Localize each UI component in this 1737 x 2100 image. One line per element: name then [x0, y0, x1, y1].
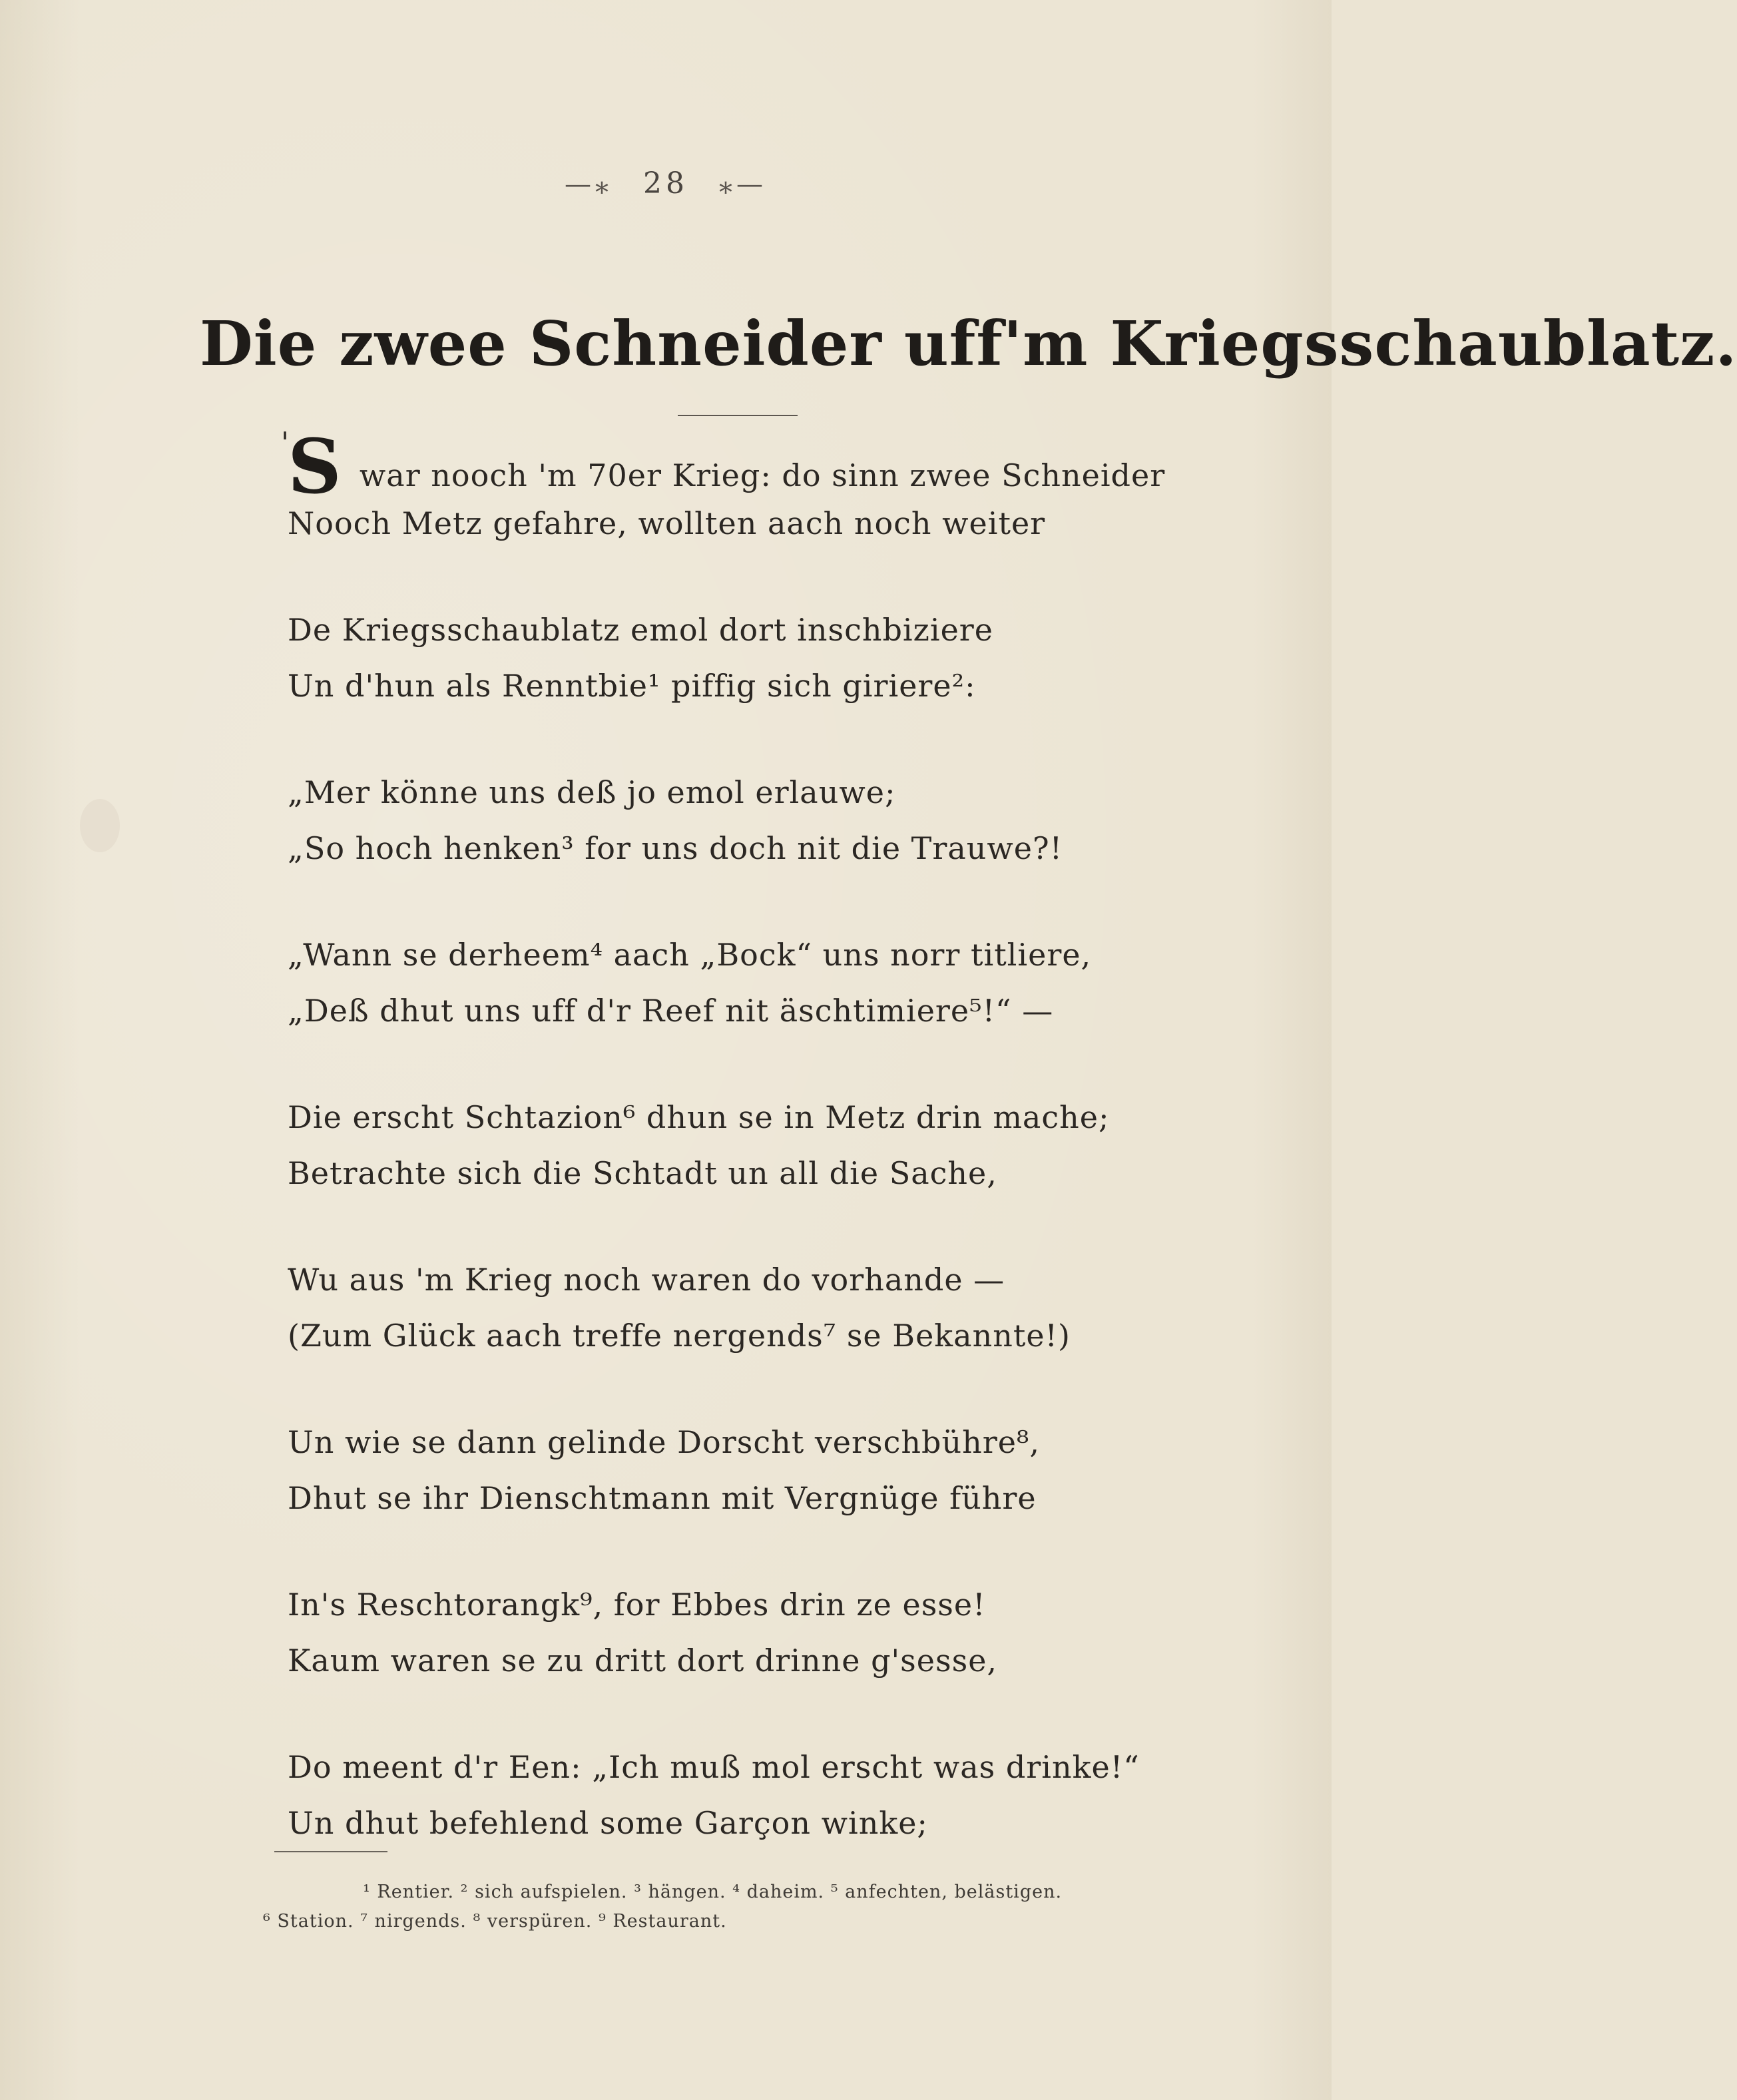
poem-line: „Mer könne uns deß jo emol erlauwe;: [288, 774, 896, 810]
paper-stain: [80, 799, 120, 852]
stanza-gap: [288, 876, 1220, 927]
footnote-line: ¹ Rentier. ² sich aufspielen. ³ hängen. ⁴ daheim. ⁵ anfechten, belästigen.: [363, 1882, 1063, 1902]
left-ornament: —⁎: [565, 169, 613, 200]
poem-body: [281, 423, 1220, 1851]
poem-line: Kaum waren se zu dritt dort drinne g'sesse,: [288, 1643, 998, 1679]
poem-line: Die erscht Schtazion⁶ dhun se in Metz drin mache;: [288, 1099, 1110, 1135]
stanza-gap: [288, 1201, 1220, 1252]
poem-title: Die zwee Schneider uff'm Kriegsschaublatz.: [200, 308, 1737, 380]
poem-line: „Wann se derheem⁴ aach „Bock“ uns norr titliere,: [288, 937, 1092, 973]
poem-line: Un d'hun als Renntbie¹ piffig sich giriere²:: [288, 668, 976, 704]
stanza-gap: [288, 1039, 1220, 1089]
title-divider: [678, 415, 798, 416]
stanza-gap: [288, 714, 1220, 764]
elision-apostrophe: ': [281, 426, 290, 460]
page-number: 28: [643, 166, 688, 200]
stanza-gap: [288, 1526, 1220, 1577]
poem-line: De Kriegsschaublatz emol dort inschbiziere: [288, 612, 994, 648]
footnote-divider: [274, 1851, 387, 1852]
poem-line: Nooch Metz gefahre, wollten aach noch weiter: [288, 505, 1046, 541]
poem-line: Betrachte sich die Schtadt un all die Sache,: [288, 1155, 997, 1191]
right-ornament: ⁎—: [719, 169, 767, 200]
poem-line: „So hoch henken³ for uns doch nit die Trauwe?!: [288, 830, 1063, 866]
stanza-gap: [288, 1689, 1220, 1739]
page-header: [0, 166, 1332, 200]
drop-cap-initial: S: [288, 423, 342, 511]
stanza-gap: [288, 551, 1220, 602]
poem-line: Wu aus 'm Krieg noch waren do vorhande —: [288, 1262, 1005, 1298]
poem-line: Do meent d'r Een: „Ich muß mol erscht was drinke!“: [288, 1749, 1140, 1785]
poem-line: In's Reschtorangk⁹, for Ebbes drin ze esse!: [288, 1587, 986, 1623]
poem-line: Un dhut befehlend some Garçon winke;: [288, 1805, 928, 1841]
poem-line: „Deß dhut uns uff d'r Reef nit äschtimiere⁵!“ —: [288, 993, 1054, 1029]
footnote-line: ⁶ Station. ⁷ nirgends. ⁸ verspüren. ⁹ Restaurant.: [263, 1911, 727, 1932]
poem-line-text: war nooch 'm 70er Krieg: do sinn zwee Schneider: [359, 457, 1166, 493]
poem-line: (Zum Glück aach treffe nergends⁷ se Bekannte!): [288, 1318, 1071, 1354]
poem-line: Dhut se ihr Dienschtmann mit Vergnüge führe: [288, 1480, 1037, 1516]
poem-line: Un wie se dann gelinde Dorscht verschbühre⁸,: [288, 1424, 1040, 1460]
footnotes: [263, 1878, 1208, 1936]
poem-first-line: [281, 423, 1220, 511]
stanza-gap: [288, 1364, 1220, 1414]
